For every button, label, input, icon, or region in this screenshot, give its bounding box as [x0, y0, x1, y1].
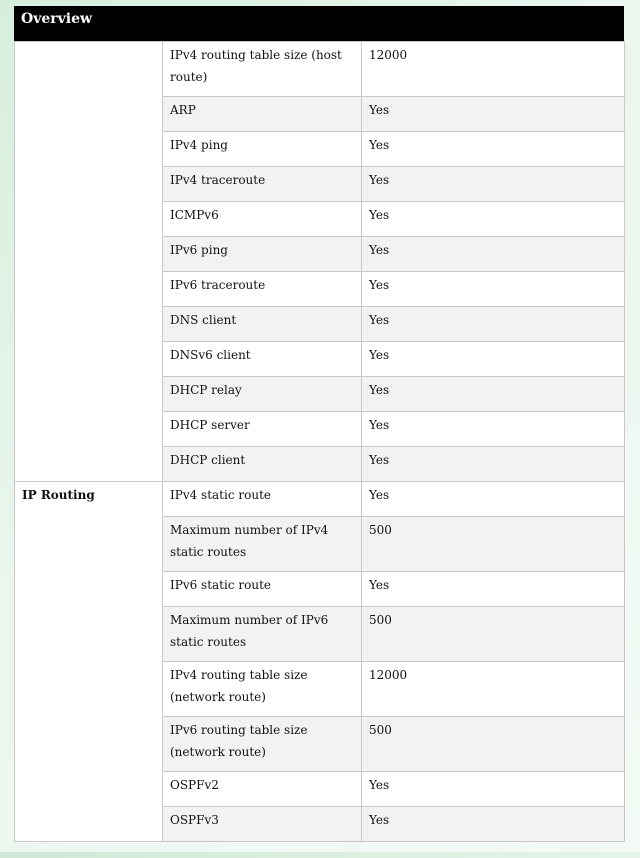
page-bottom-edge	[0, 852, 640, 858]
feature-cell: OSPFv2	[163, 772, 362, 807]
value-cell: 500	[362, 607, 625, 662]
value-cell: Yes	[362, 772, 625, 807]
spec-table-body	[15, 42, 625, 842]
feature-cell: IPv4 routing table size (host route)	[163, 42, 362, 97]
value-cell: Yes	[362, 237, 625, 272]
value-cell: Yes	[362, 482, 625, 517]
feature-cell: ICMPv6	[163, 202, 362, 237]
value-cell: Yes	[362, 202, 625, 237]
value-cell: Yes	[362, 272, 625, 307]
value-cell: Yes	[362, 377, 625, 412]
category-cell	[15, 42, 163, 482]
spec-table	[14, 41, 625, 842]
value-cell: Yes	[362, 342, 625, 377]
feature-cell: DHCP relay	[163, 377, 362, 412]
value-cell: Yes	[362, 167, 625, 202]
feature-cell: DHCP client	[163, 447, 362, 482]
category-cell: IP Routing	[15, 482, 163, 842]
feature-cell: ARP	[163, 97, 362, 132]
value-cell: Yes	[362, 307, 625, 342]
value-cell: 500	[362, 517, 625, 572]
feature-cell: IPv6 traceroute	[163, 272, 362, 307]
value-cell: 500	[362, 717, 625, 772]
feature-cell: IPv4 routing table size (network route)	[163, 662, 362, 717]
value-cell: Yes	[362, 412, 625, 447]
value-cell: Yes	[362, 572, 625, 607]
feature-cell: Maximum number of IPv4 static routes	[163, 517, 362, 572]
feature-cell: DNS client	[163, 307, 362, 342]
value-cell: Yes	[362, 132, 625, 167]
table-row	[15, 482, 625, 517]
value-cell: Yes	[362, 807, 625, 842]
feature-cell: IPv4 ping	[163, 132, 362, 167]
value-cell: 12000	[362, 662, 625, 717]
value-cell: Yes	[362, 97, 625, 132]
feature-cell: IPv6 ping	[163, 237, 362, 272]
value-cell: Yes	[362, 447, 625, 482]
table-row	[15, 42, 625, 97]
feature-cell: OSPFv3	[163, 807, 362, 842]
feature-cell: IPv6 static route	[163, 572, 362, 607]
section-title: Overview	[21, 11, 93, 27]
feature-cell: DNSv6 client	[163, 342, 362, 377]
feature-cell: IPv4 static route	[163, 482, 362, 517]
spec-sheet	[14, 6, 624, 842]
feature-cell: DHCP server	[163, 412, 362, 447]
value-cell: 12000	[362, 42, 625, 97]
section-header	[14, 6, 624, 41]
feature-cell: IPv6 routing table size (network route)	[163, 717, 362, 772]
feature-cell: IPv4 traceroute	[163, 167, 362, 202]
feature-cell: Maximum number of IPv6 static routes	[163, 607, 362, 662]
